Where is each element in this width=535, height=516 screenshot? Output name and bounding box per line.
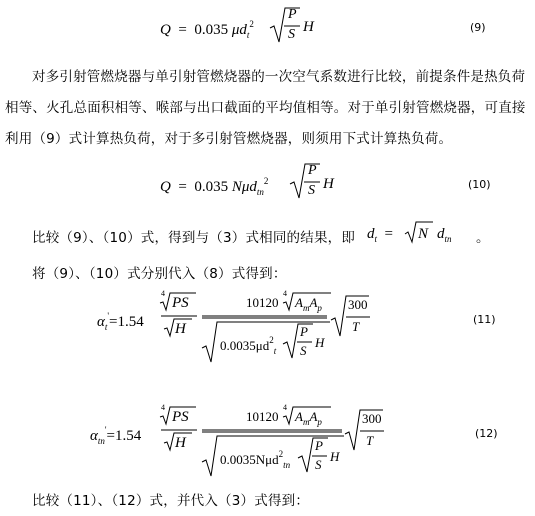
eq11-right-num: 300 (348, 297, 368, 312)
eq12-root-index: 4 (161, 403, 165, 412)
eq11-root-body: PS (172, 295, 189, 311)
eq11-big-den-coef: $0.0035\mu d^2_t$ (220, 335, 277, 356)
para1-line3: 利用（9）式计算热负荷，对于多引射管燃烧器，则须用下式计算热负荷。 (5, 131, 453, 147)
eq11-small-frac-bar (161, 315, 197, 317)
eq11-right-den: T (352, 319, 360, 334)
eq10-n-mu-d: Nμd (231, 179, 257, 195)
inline-formula: $d_t$ = (367, 226, 393, 244)
eq11-inner-num: P (300, 324, 308, 339)
eq12-big-frac-bar (202, 429, 342, 433)
eq12-big-num-index: 4 (283, 403, 287, 412)
eq9-tail: H (303, 19, 314, 35)
eq9-number: (9) (470, 21, 486, 34)
eq12-big-num-body: $A_mA_p$ (295, 409, 322, 427)
eq12-den-h: H (175, 435, 186, 451)
eq9-mu-d: μd (231, 22, 247, 38)
eq11-big-num-coef: 10120 (246, 295, 279, 310)
substitute-text: 将（9）、（10）式分别代入（8）式得到： (32, 266, 287, 282)
compare2-text: 比较（11）、（12）式，并代入（3）式得到： (32, 493, 310, 509)
eq9-lhs (160, 20, 254, 40)
eq11-den-h: H (175, 321, 186, 337)
eq11-lhs: $\alpha_t'=1.54$ (97, 311, 144, 332)
eq11-number: (11) (473, 313, 496, 326)
eq12-inner-den: S (315, 457, 322, 472)
compare1-text: 比较（9）、（10）式，得到与（3）式相同的结果，即 (32, 230, 356, 246)
eq11-inner-den: S (300, 343, 307, 358)
eq12-big-den-tail: H (330, 449, 340, 464)
eq12-root-body: PS (172, 409, 189, 425)
inline-dtn: $d_{tn}$ (437, 226, 452, 244)
eq9-q: Q (160, 22, 171, 38)
eq12-number: (12) (475, 427, 498, 440)
eq10-frac-den: S (308, 183, 315, 198)
eq12-right-bar (360, 430, 384, 432)
eq11-right-bar (346, 316, 370, 318)
para1-line2: 相等、火孔总面积相等、喉部与出口截面的平均值相等。对于单引射管燃烧器，可直接 (5, 100, 526, 116)
eq10-tail: H (323, 176, 334, 192)
para1-line1: 对多引射管燃烧器与单引射管燃烧器的一次空气系数进行比较，前提条件是热负荷 (32, 69, 526, 85)
eq10-frac-num: P (308, 163, 317, 178)
eq9-coef: 0.035 (194, 22, 229, 38)
eq10-lhs: Q = 0.035 Nμd$_{tn}^2$ (160, 176, 269, 197)
eq9-sup: 2 (249, 19, 254, 29)
eq11-big-num-index: 4 (283, 289, 287, 298)
eq10-number: (10) (468, 178, 491, 191)
eq9-sub: t (246, 30, 250, 40)
eq12-right-num: 300 (362, 411, 382, 426)
eq12-big-num-coef: 10120 (246, 409, 279, 424)
eq12-big-den-coef: 0.0035Nμd$^2_{tn}$ (220, 449, 291, 470)
eq11-big-num-body: $A_mA_p$ (295, 295, 322, 313)
eq12-right-den: T (366, 433, 374, 448)
inline-n: N (418, 226, 429, 242)
eq9-frac-num: P (288, 7, 297, 22)
eq12-small-frac-bar (161, 429, 197, 431)
eq9-equals: = (178, 22, 187, 38)
inline-period: 。 (476, 230, 490, 246)
eq12-inner-num: P (315, 438, 323, 453)
eq11-root-index: 4 (161, 289, 165, 298)
eq9-frac-den: S (288, 27, 295, 42)
eq11-big-frac-bar (202, 315, 327, 319)
eq12-lhs: $\alpha_{tn}'=1.54$ (90, 425, 142, 446)
eq11-big-den-tail: H (315, 335, 325, 350)
